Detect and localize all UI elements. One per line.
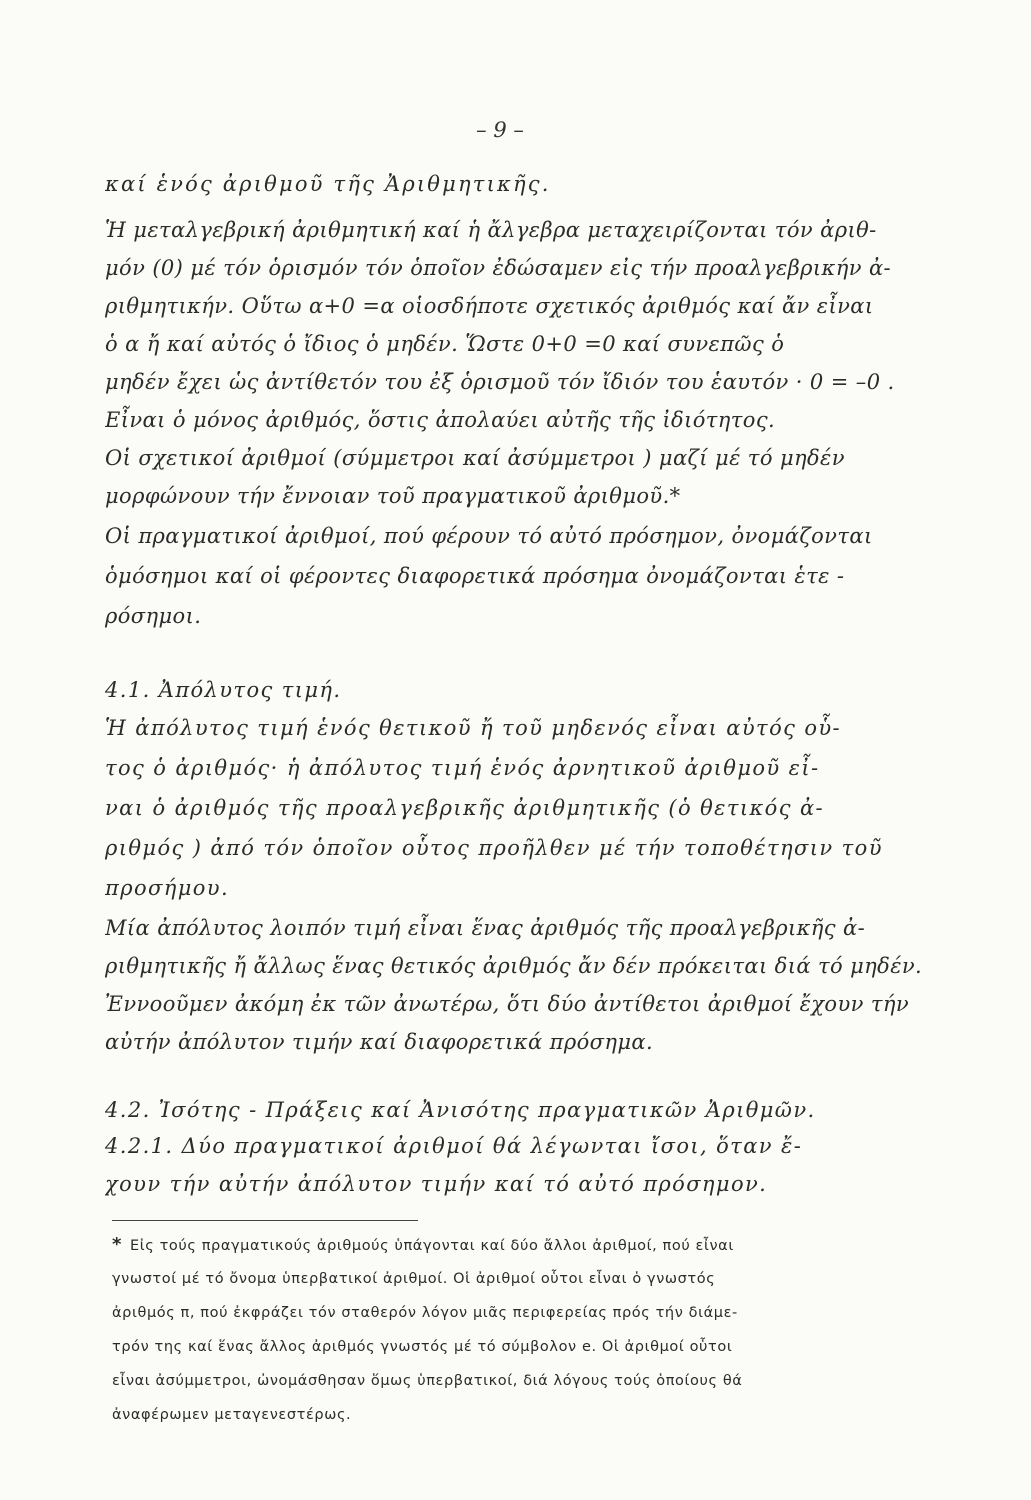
body-line: Ἡ ἀπόλυτος τιμή ἑνός θετικοῦ ἤ τοῦ μηδενός εἶναι αὐτός οὗ-: [105, 716, 842, 740]
body-line: χουν τήν αὐτήν ἀπόλυτον τιμήν καί τό αὐτό πρόσημον.: [105, 1172, 768, 1196]
section-heading: 4.2. Ἰσότης - Πράξεις καί Ἀνισότης πραγματικῶν Ἀριθμῶν.: [105, 1098, 816, 1122]
footnote-line: ἀναφέρωμεν μεταγενεστέρως.: [112, 1407, 352, 1423]
footnote-text: Εἰς τούς πραγματικούς ἀριθμούς ὑπάγονται καί δύο ἄλλοι ἀριθμοί, πού εἶναι: [130, 1238, 734, 1254]
subsection-heading: 4.2.1. Δύο πραγματικοί ἀριθμοί θά λέγωνται ἴσοι, ὅταν ἔ-: [105, 1134, 803, 1158]
body-line: ὁμόσημοι καί οἱ φέροντες διαφορετικά πρόσημα ὀνομάζονται ἑτε -: [105, 564, 845, 588]
body-line: ρόσημοι.: [105, 604, 202, 628]
body-line: ριθμητικῆς ἤ ἄλλως ἕνας θετικός ἀριθμός ἄν δέν πρόκειται διά τό μηδέν.: [105, 954, 923, 978]
footnote-line: ἀριθμός π, πού ἐκφράζει τόν σταθερόν λόγον μιᾶς περιφερείας πρός τήν διάμε-: [112, 1305, 738, 1321]
footnote-line: γνωστοί μέ τό ὄνομα ὑπερβατικοί ἀριθμοί. Οἱ ἀριθμοί οὗτοι εἶναι ὁ γνωστός: [112, 1271, 716, 1287]
body-line: Ἡ μεταλγεβρική ἀριθμητική καί ἡ ἄλγεβρα μεταχειρίζονται τόν ἀριθ-: [105, 218, 877, 242]
body-line: καί ἑνός ἀριθμοῦ τῆς Ἀριθμητικῆς.: [105, 172, 551, 196]
body-line: τος ὁ ἀριθμός· ἡ ἀπόλυτος τιμή ἑνός ἀρνητικοῦ ἀριθμοῦ εἶ-: [105, 756, 820, 780]
footnote-separator: [112, 1220, 418, 1221]
footnote-line: εἶναι ἀσύμμετροι, ὠνομάσθησαν ὅμως ὑπερβατικοί, διά λόγους τούς ὁποίους θά: [112, 1373, 743, 1389]
body-line: Μία ἀπόλυτος λοιπόν τιμή εἶναι ἕνας ἀριθμός τῆς προαλγεβρικῆς ἀ-: [105, 916, 866, 940]
page-number: – 9 –: [476, 118, 524, 142]
body-line: ναι ὁ ἀριθμός τῆς προαλγεβρικῆς ἀριθμητικῆς (ὁ θετικός ἀ-: [105, 796, 825, 820]
body-line: Οἱ πραγματικοί ἀριθμοί, πού φέρουν τό αὐτό πρόσημον, ὀνομάζονται: [105, 524, 873, 548]
body-line: ριθμός ) ἀπό τόν ὁποῖον οὗτος προῆλθεν μέ τήν τοποθέτησιν τοῦ: [105, 836, 883, 860]
body-line: ριθμητικήν. Οὕτω α+0 =α οἱοσδήποτε σχετικός ἀριθμός καί ἄν εἶναι: [105, 294, 874, 318]
body-line: ὁ α ἤ καί αὐτός ὁ ἴδιος ὁ μηδέν. Ὥστε 0+0 =0 καί συνεπῶς ὁ: [105, 332, 785, 356]
body-line: προσήμου.: [105, 876, 230, 900]
body-line: αὐτήν ἀπόλυτον τιμήν καί διαφορετικά πρόσημα.: [105, 1030, 654, 1054]
footnote-line: [112, 1232, 912, 1258]
body-line: Οἱ σχετικοί ἀριθμοί (σύμμετροι καί ἀσύμμετροι ) μαζί μέ τό μηδέν: [105, 446, 845, 470]
footnote-mark: *: [112, 1234, 123, 1255]
body-line: Ἐννοοῦμεν ἀκόμη ἐκ τῶν ἀνωτέρω, ὅτι δύο ἀντίθετοι ἀριθμοί ἔχουν τήν: [105, 992, 910, 1016]
body-line: μηδέν ἔχει ὡς ἀντίθετόν του ἐξ ὁρισμοῦ τόν ἴδιόν του ἑαυτόν · 0 = –0 .: [105, 370, 895, 394]
body-line: μόν (0) μέ τόν ὁρισμόν τόν ὁποῖον ἐδώσαμεν εἰς τήν προαλγεβρικήν ἀ-: [105, 256, 892, 280]
body-line: μορφώνουν τήν ἔννοιαν τοῦ πραγματικοῦ ἀριθμοῦ.*: [105, 484, 681, 508]
section-heading: 4.1. Ἀπόλυτος τιμή.: [105, 678, 342, 702]
footnote-line: τρόν της καί ἕνας ἄλλος ἀριθμός γνωστός μέ τό σύμβολον e. Οἱ ἀριθμοί οὗτοι: [112, 1339, 733, 1355]
body-line: Εἶναι ὁ μόνος ἀριθμός, ὅστις ἀπολαύει αὐτῆς τῆς ἰδιότητος.: [105, 408, 776, 432]
